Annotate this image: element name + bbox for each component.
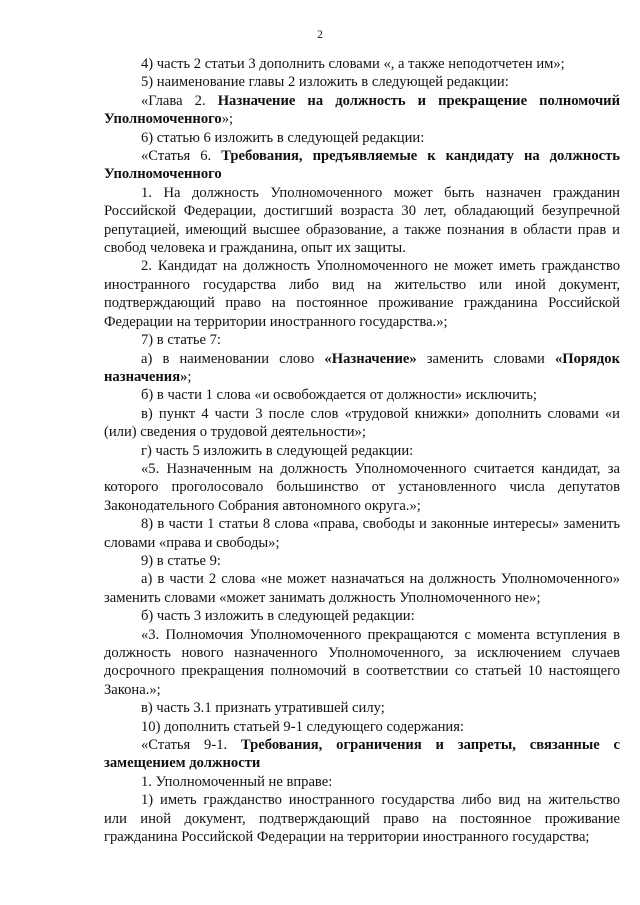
chapter-title: Назначение на должность и прекращение полномочий Уполномоченного — [104, 92, 620, 128]
bold-term: «Порядок назначения» — [104, 350, 620, 385]
paragraph-text: 9) в статье 9: — [141, 552, 221, 569]
paragraph — [104, 73, 620, 91]
paragraph-text: б) в части 1 слова «и освобождается от должности» исключить; — [141, 387, 537, 404]
paragraph — [104, 570, 620, 607]
paragraph-text: в) часть 3.1 признать утратившей силу; — [141, 700, 385, 717]
paragraph-text: 8) в части 1 статьи 8 слова «права, свободы и законные интересы» заменить словами «права и свободы»; — [104, 516, 620, 551]
bold-term: «Назначение» — [324, 350, 417, 367]
paragraph-text: 1. Уполномоченный не вправе: — [141, 773, 333, 790]
paragraph-text: 7) в статье 7: — [141, 332, 221, 349]
paragraph — [104, 552, 620, 570]
paragraph — [104, 405, 620, 442]
paragraph — [104, 184, 620, 258]
paragraph — [104, 773, 620, 791]
paragraph — [104, 791, 620, 846]
paragraph-text: в) пункт 4 части 3 после слов «трудовой книжки» дополнить словами «и (или) сведения о трудовой деятельности»; — [104, 405, 620, 441]
paragraph — [104, 699, 620, 717]
paragraph — [104, 129, 620, 147]
paragraph — [104, 736, 620, 773]
paragraph — [104, 460, 620, 515]
paragraph-text: б) часть 3 изложить в следующей редакции: — [141, 608, 415, 625]
paragraph-text: 6) статью 6 изложить в следующей редакции: — [141, 129, 425, 146]
article-title: Требования, ограничения и запреты, связанные с замещением должности — [104, 737, 620, 772]
paragraph — [104, 55, 620, 73]
paragraph — [104, 626, 620, 700]
paragraph-text: «3. Полномочия Уполномоченного прекращаются с момента вступления в должность нового назначенного Уполномоченного, за исключением случаев досрочного прекращения полномочий в соответствии со статьей 10 настоящего Закона.»; — [104, 626, 620, 698]
paragraph-text: 1) иметь гражданство иностранного государства либо вид на жительство или иной документ, подтверждающий право на постоянное проживание гражданина Российской Федерации на территории иностранного государства; — [104, 792, 620, 846]
paragraph-text: «Глава 2. — [141, 92, 218, 109]
paragraph-text: 5) наименование главы 2 изложить в следующей редакции: — [141, 74, 509, 91]
paragraph-text: а) в наименовании слово — [141, 350, 325, 367]
paragraph-text: 2. Кандидат на должность Уполномоченного не может иметь гражданство иностранного государства либо вид на жительство или иной документ, подтверждающий право на постоянное проживание гражданина Российской Федерации на территории иностранного государства.»; — [104, 258, 620, 330]
paragraph-text: »; — [221, 111, 234, 128]
paragraph-text: а) в части 2 слова «не может назначаться на должность Уполномоченного» заменить словами «может занимать должность Уполномоченного не»; — [104, 571, 620, 606]
paragraph-text: 10) дополнить статьей 9-1 следующего содержания: — [141, 718, 464, 735]
article-title: Требования, предъявляемые к кандидату на должность Уполномоченного — [104, 148, 620, 183]
paragraph-text: заменить словами — [416, 350, 555, 367]
paragraph-text: 1. На должность Уполномоченного может быть назначен гражданин Российской Федерации, достигший возраста 30 лет, обладающий безупречной репутацией, имеющий высшее образование, а также познания в области прав и свобод человека и гражданина, опыт их защиты. — [104, 184, 620, 257]
paragraph — [104, 607, 620, 625]
paragraph — [104, 147, 620, 184]
paragraph-text: ; — [187, 368, 192, 385]
paragraph-text: «5. Назначенным на должность Уполномоченного считается кандидат, за которого проголосовало большинство от установленного числа депутатов Законодательного Собрания автономного округа.»; — [104, 460, 620, 514]
paragraph — [104, 331, 620, 349]
paragraph — [104, 386, 620, 404]
paragraph — [104, 257, 620, 331]
paragraph — [104, 718, 620, 736]
paragraph — [104, 350, 620, 387]
paragraph-text: 4) часть 2 статьи 3 дополнить словами «, а также неподотчетен им»; — [141, 56, 565, 72]
paragraph-text: «Статья 9-1. — [141, 737, 241, 754]
paragraph-text: «Статья 6. — [141, 148, 222, 165]
paragraph — [104, 515, 620, 552]
paragraph — [104, 92, 620, 129]
page-number: 2 — [317, 29, 323, 41]
paragraph — [104, 442, 620, 460]
paragraph-text: г) часть 5 изложить в следующей редакции: — [141, 442, 414, 459]
document-body — [104, 55, 620, 846]
